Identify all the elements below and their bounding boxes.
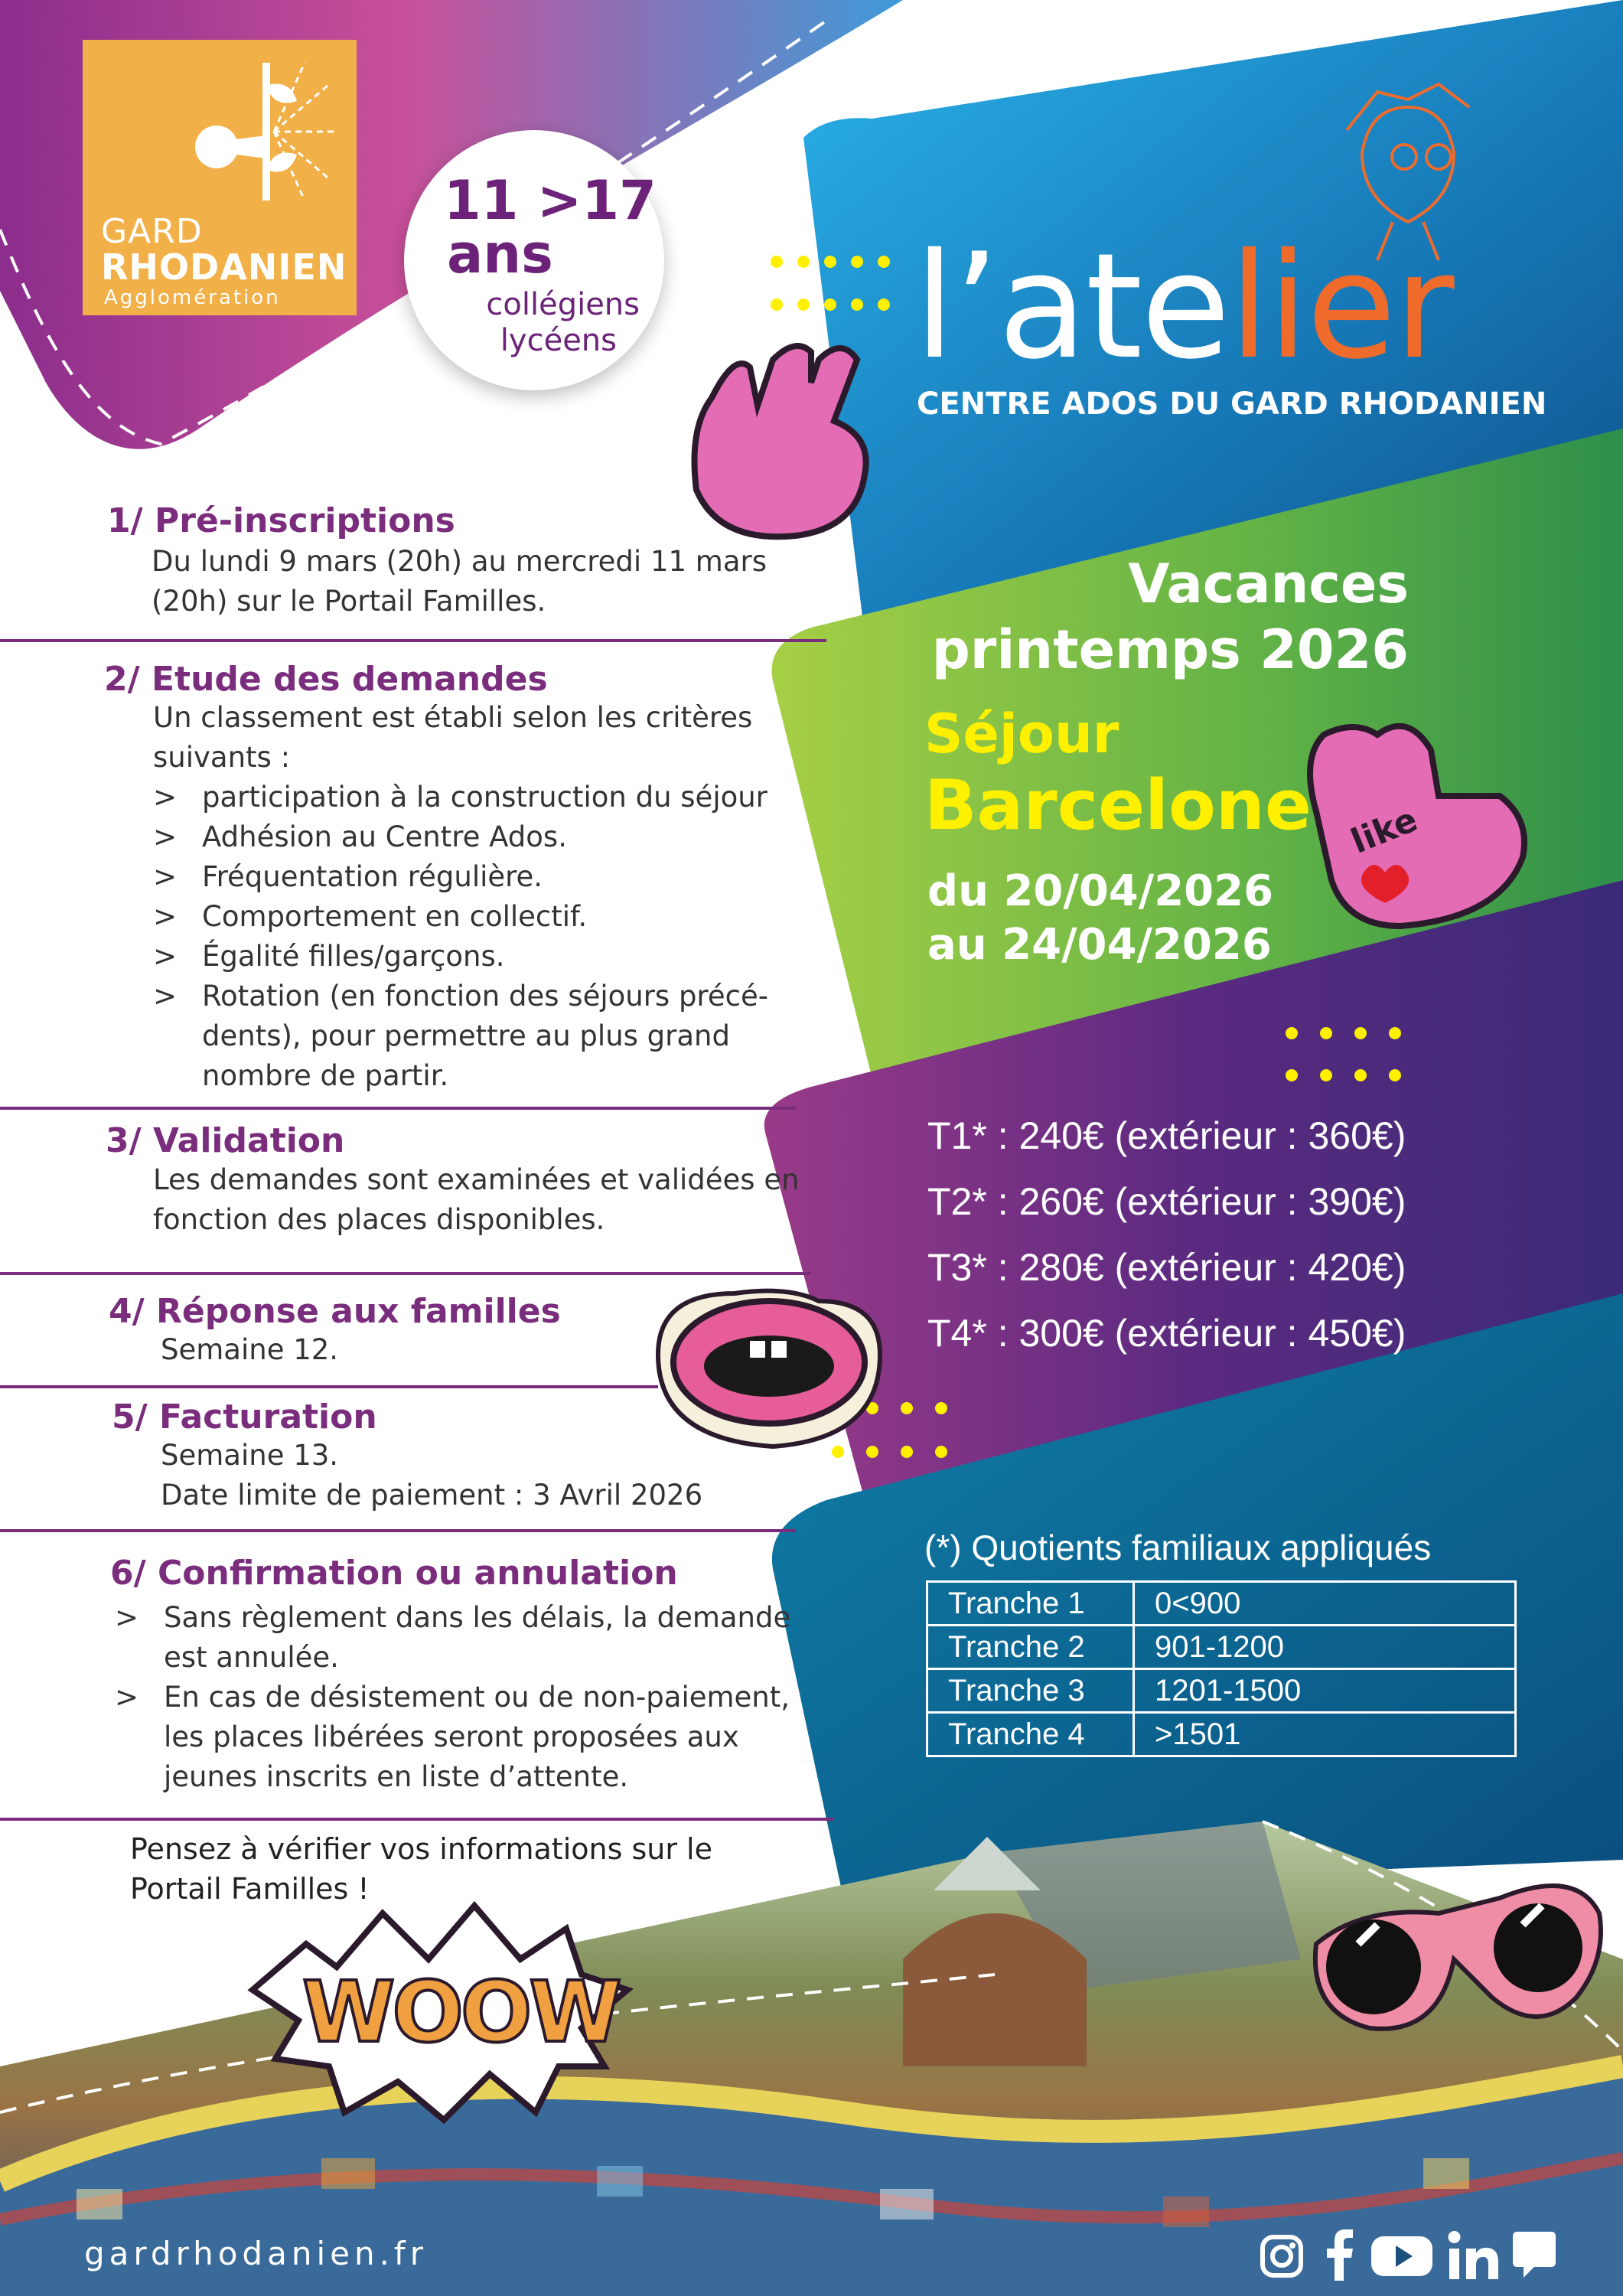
step6-b2-line2: les places libérées seront proposées aux <box>164 1720 739 1753</box>
step1-line2: (20h) sur le Portail Familles. <box>152 585 546 618</box>
step3-line2: fonction des places disponibles. <box>153 1203 605 1236</box>
list-item <box>153 977 768 1096</box>
table-cell: Tranche 3 <box>927 1669 1134 1713</box>
step3-text <box>153 1160 800 1240</box>
bullet6-line3: nombre de partir. <box>202 1059 449 1092</box>
step6-title: 6/ Confirmation ou annulation <box>110 1554 678 1593</box>
step2-title: 2/ Etude des demandes <box>104 660 548 699</box>
divider <box>0 1107 796 1110</box>
age-range: 11 >17 <box>444 169 657 232</box>
list-item <box>153 857 768 897</box>
bullet-text <box>202 977 768 1096</box>
bullet6-line1: Rotation (en fonction des séjours précé- <box>202 980 769 1013</box>
gard-rhodanien-logo <box>83 40 357 315</box>
list-item <box>153 937 768 977</box>
price-t1: T1* : 240€ (extérieur : 360€) <box>927 1114 1406 1157</box>
table-row <box>927 1713 1516 1756</box>
portal-reminder: Pensez à vérifier vos informations sur le Portail Familles ! <box>130 1832 712 1906</box>
peace-hand-sticker <box>695 346 866 536</box>
divider <box>0 1818 834 1821</box>
vacances-line2: printemps 2026 <box>931 618 1409 681</box>
divider <box>0 1272 811 1275</box>
table-cell: Tranche 4 <box>927 1713 1134 1756</box>
bullet-text <box>164 1598 790 1678</box>
quotients-table <box>926 1580 1517 1757</box>
bullet-marker: > <box>115 1681 139 1714</box>
divider <box>0 1385 658 1388</box>
like-sticker-text: like <box>1345 800 1423 862</box>
bullet-text: participation à la construction du séjour <box>202 781 768 814</box>
table-cell: Tranche 2 <box>927 1626 1134 1669</box>
atelier-title <box>914 222 1453 391</box>
sejour-label: Séjour <box>924 703 1119 765</box>
logo-line-rhodanien: RHODANIEN <box>101 246 347 288</box>
bullet-marker: > <box>115 1601 139 1634</box>
bullet-marker: > <box>153 980 178 1013</box>
step6-b2-line3: jeunes inscrits en liste d’attente. <box>164 1760 629 1793</box>
logo-line-gard: GARD <box>101 212 203 251</box>
step2-intro2: suivants : <box>153 741 291 774</box>
table-row <box>927 1626 1516 1669</box>
step3-title: 3/ Validation <box>106 1121 345 1160</box>
step1-title: 1/ Pré-inscriptions <box>107 501 455 540</box>
step4-text: Semaine 12. <box>161 1333 339 1366</box>
logo-emblem-icon <box>182 55 343 208</box>
atelier-subtitle: CENTRE ADOS DU GARD RHODANIEN <box>917 386 1547 422</box>
facebook-icon[interactable] <box>1322 2229 1356 2281</box>
step1-text <box>152 542 767 621</box>
atelier-title-part2: lier <box>1229 222 1453 391</box>
logo-line-agglomeration: Agglomération <box>104 286 281 309</box>
mouth-sticker <box>658 1291 880 1446</box>
table-cell: 1201-1500 <box>1134 1669 1516 1713</box>
linkedin-icon[interactable] <box>1448 2230 1500 2281</box>
destination: Barcelone <box>924 765 1312 846</box>
list-item <box>115 1598 790 1678</box>
bullet-marker: > <box>153 820 178 853</box>
date-to: au 24/04/2026 <box>927 920 1272 970</box>
bullet-marker: > <box>153 860 178 893</box>
step5-line1: Semaine 13. <box>161 1439 339 1472</box>
price-t4: T4* : 300€ (extérieur : 450€) <box>927 1312 1406 1355</box>
step5-line2: Date limite de paiement : 3 Avril 2026 <box>161 1479 703 1512</box>
table-row <box>927 1582 1516 1626</box>
price-t2: T2* : 260€ (extérieur : 390€) <box>927 1180 1406 1223</box>
bullet-marker: > <box>153 781 178 814</box>
table-cell: 901-1200 <box>1134 1626 1516 1669</box>
table-row <box>927 1669 1516 1713</box>
vacances-line1: Vacances <box>1128 553 1409 615</box>
list-item <box>153 897 768 937</box>
bullet-text: Comportement en collectif. <box>202 900 588 933</box>
divider <box>0 1529 796 1532</box>
bullet6-line2: dents), pour permettre au plus grand <box>202 1019 730 1052</box>
step2-text <box>153 698 768 1096</box>
step6-b1-line1: Sans règlement dans les délais, la demande <box>164 1601 791 1634</box>
step5-text <box>161 1436 702 1515</box>
age-badge <box>404 130 664 390</box>
bullet-text: Fréquentation régulière. <box>202 860 543 893</box>
step3-line1: Les demandes sont examinées et validées en <box>153 1163 800 1196</box>
bullet-marker: > <box>153 940 178 973</box>
atelier-title-part1: l’ate <box>914 222 1230 391</box>
table-cell: Tranche 1 <box>927 1582 1134 1626</box>
age-unit: ans <box>447 223 553 285</box>
bullet-text: Adhésion au Centre Ados. <box>202 820 567 853</box>
chat-icon[interactable] <box>1511 2229 1557 2281</box>
step6-text <box>115 1598 790 1797</box>
age-lyceens: lycéens <box>500 323 617 358</box>
quotients-title: (*) Quotients familiaux appliqués <box>924 1528 1432 1567</box>
list-item <box>153 817 768 857</box>
list-item <box>153 778 768 817</box>
step1-line1: Du lundi 9 mars (20h) au mercredi 11 mars <box>152 545 768 578</box>
bullet-text: Égalité filles/garçons. <box>202 940 505 973</box>
date-from: du 20/04/2026 <box>927 866 1274 916</box>
step6-b2-line1: En cas de désistement ou de non-paiement, <box>164 1681 790 1714</box>
youtube-icon[interactable] <box>1370 2233 1434 2279</box>
step4-title: 4/ Réponse aux familles <box>109 1292 561 1331</box>
website-url[interactable]: gardrhodanien.fr <box>84 2235 428 2272</box>
step6-b1-line2: est annulée. <box>164 1641 339 1674</box>
step5-title: 5/ Facturation <box>112 1397 377 1437</box>
price-t3: T3* : 280€ (extérieur : 420€) <box>927 1246 1406 1289</box>
woow-text: WOOW <box>302 1963 619 2061</box>
age-collegiens: collégiens <box>486 287 640 322</box>
table-cell: 0<900 <box>1134 1582 1516 1626</box>
bullet-text <box>164 1678 790 1797</box>
list-item <box>115 1678 790 1797</box>
bullet-marker: > <box>153 900 178 933</box>
step2-intro1: Un classement est établi selon les critères <box>153 701 753 734</box>
instagram-icon[interactable] <box>1259 2233 1305 2279</box>
table-cell: >1501 <box>1134 1713 1516 1756</box>
divider <box>0 639 826 642</box>
